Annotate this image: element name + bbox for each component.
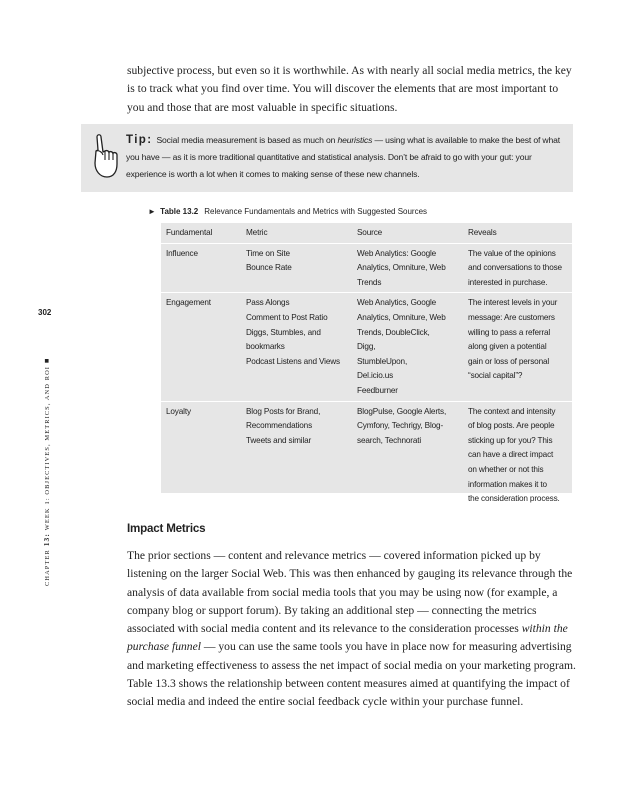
metric-cell: Pass Alongs Comment to Post Ratio Diggs, Stumbles, and bookmarks Podcast Listens and Views [241, 293, 352, 401]
tip-text-part: — using what is available to make the best of what you have — as it is more traditional quantitative and statistical analysis. Don’t be afraid to go with your gut: your experience is worth a lot when it comes to making sense of these new channels. [126, 135, 560, 180]
column-header: Fundamental [161, 223, 241, 243]
pointing-hand-icon [90, 133, 120, 179]
column-header: Source [352, 223, 463, 243]
page-number: 302 [38, 308, 52, 317]
tip-label: Tip: [126, 134, 153, 146]
reveals-cell: The interest levels in your message: Are customers willing to pass a referral along given a potential gain or loss of personal “social capital”? [463, 293, 572, 401]
table-row [161, 401, 572, 509]
intro-paragraph: subjective process, but even so it is worthwhile. As with nearly all social media metrics, the key is to track what you find over time. You will discover the elements that are most important to you and those that are most valuable in specific situations. [127, 64, 572, 114]
tip-text-part: Social media measurement is based as much on [156, 135, 338, 145]
table-caption [148, 207, 427, 216]
source-cell: Web Analytics, Google Analytics, Omniture, Web Trends, DoubleClick, Digg, StumbleUpon, Del.icio.us Feedburner [352, 293, 463, 401]
table-header-row [161, 223, 572, 243]
metric-cell: Blog Posts for Brand, Recommendations Tweets and similar [246, 406, 321, 445]
section-text-part: — you can use the same tools you have in place now for measuring advertising and marketing effectiveness to assess the net impact of social media on your marketing program. Table 13.3 shows the relationship between content measures aimed at quantifying the impact of social media and indeed the entire social feedback cycle within your purchase funnel. [127, 640, 576, 709]
source-cell: BlogPulse, Google Alerts, Cymfony, Techrigy, Blog- search, Technorati [357, 406, 447, 445]
column-header: Metric [241, 223, 352, 243]
running-head [42, 357, 51, 586]
running-head-bullet: ■ [42, 357, 51, 364]
column-header: Reveals [463, 223, 572, 243]
metric-cell: Time on Site Bounce Rate [241, 243, 352, 293]
section-emphasis: within the purchase funnel [127, 622, 568, 654]
tip-text [126, 132, 568, 184]
running-head-title: 1: OBJECTIVES, METRICS, AND ROI [44, 365, 51, 505]
running-head-chapter-number: 13: [42, 533, 51, 547]
running-head-week-word: WEEK [44, 507, 51, 531]
fundamental-cell: Influence [161, 243, 241, 293]
table-title: Relevance Fundamentals and Metrics with Suggested Sources [204, 207, 428, 216]
fundamental-cell: Loyalty [166, 406, 191, 416]
fundamental-cell: Engagement [161, 293, 241, 401]
section-paragraph [127, 547, 577, 712]
relevance-table [161, 223, 572, 504]
tip-emphasis: heuristics [337, 135, 373, 145]
table-number: Table 13.2 [160, 207, 199, 216]
section-heading: Impact Metrics [127, 522, 206, 535]
section-text-part: The prior sections — content and relevance metrics — covered information picked up by listening on the larger Social Web. This was then enhanced by gauging its relevance through the analysis of data available from social media tools that you may be using now (for example, a company blog or support forum). By taking an additional step — connecting the metrics associated with social media content and its relevance to the consideration processes [127, 549, 573, 636]
source-cell: Web Analytics: Google Analytics, Omniture, Web Trends [352, 243, 463, 293]
triangle-bullet-icon: ► [148, 207, 156, 216]
running-head-chapter-word: CHAPTER [44, 549, 51, 586]
tip-box [81, 124, 573, 192]
reveals-cell: The context and intensity of blog posts. Are people sticking up for you? This can have a direct impact on whether or not this information makes it to the consideration process. [468, 406, 560, 504]
table-row [161, 243, 572, 293]
table-row [161, 293, 572, 401]
reveals-cell: The value of the opinions and conversations to those interested in purchase. [463, 243, 572, 293]
